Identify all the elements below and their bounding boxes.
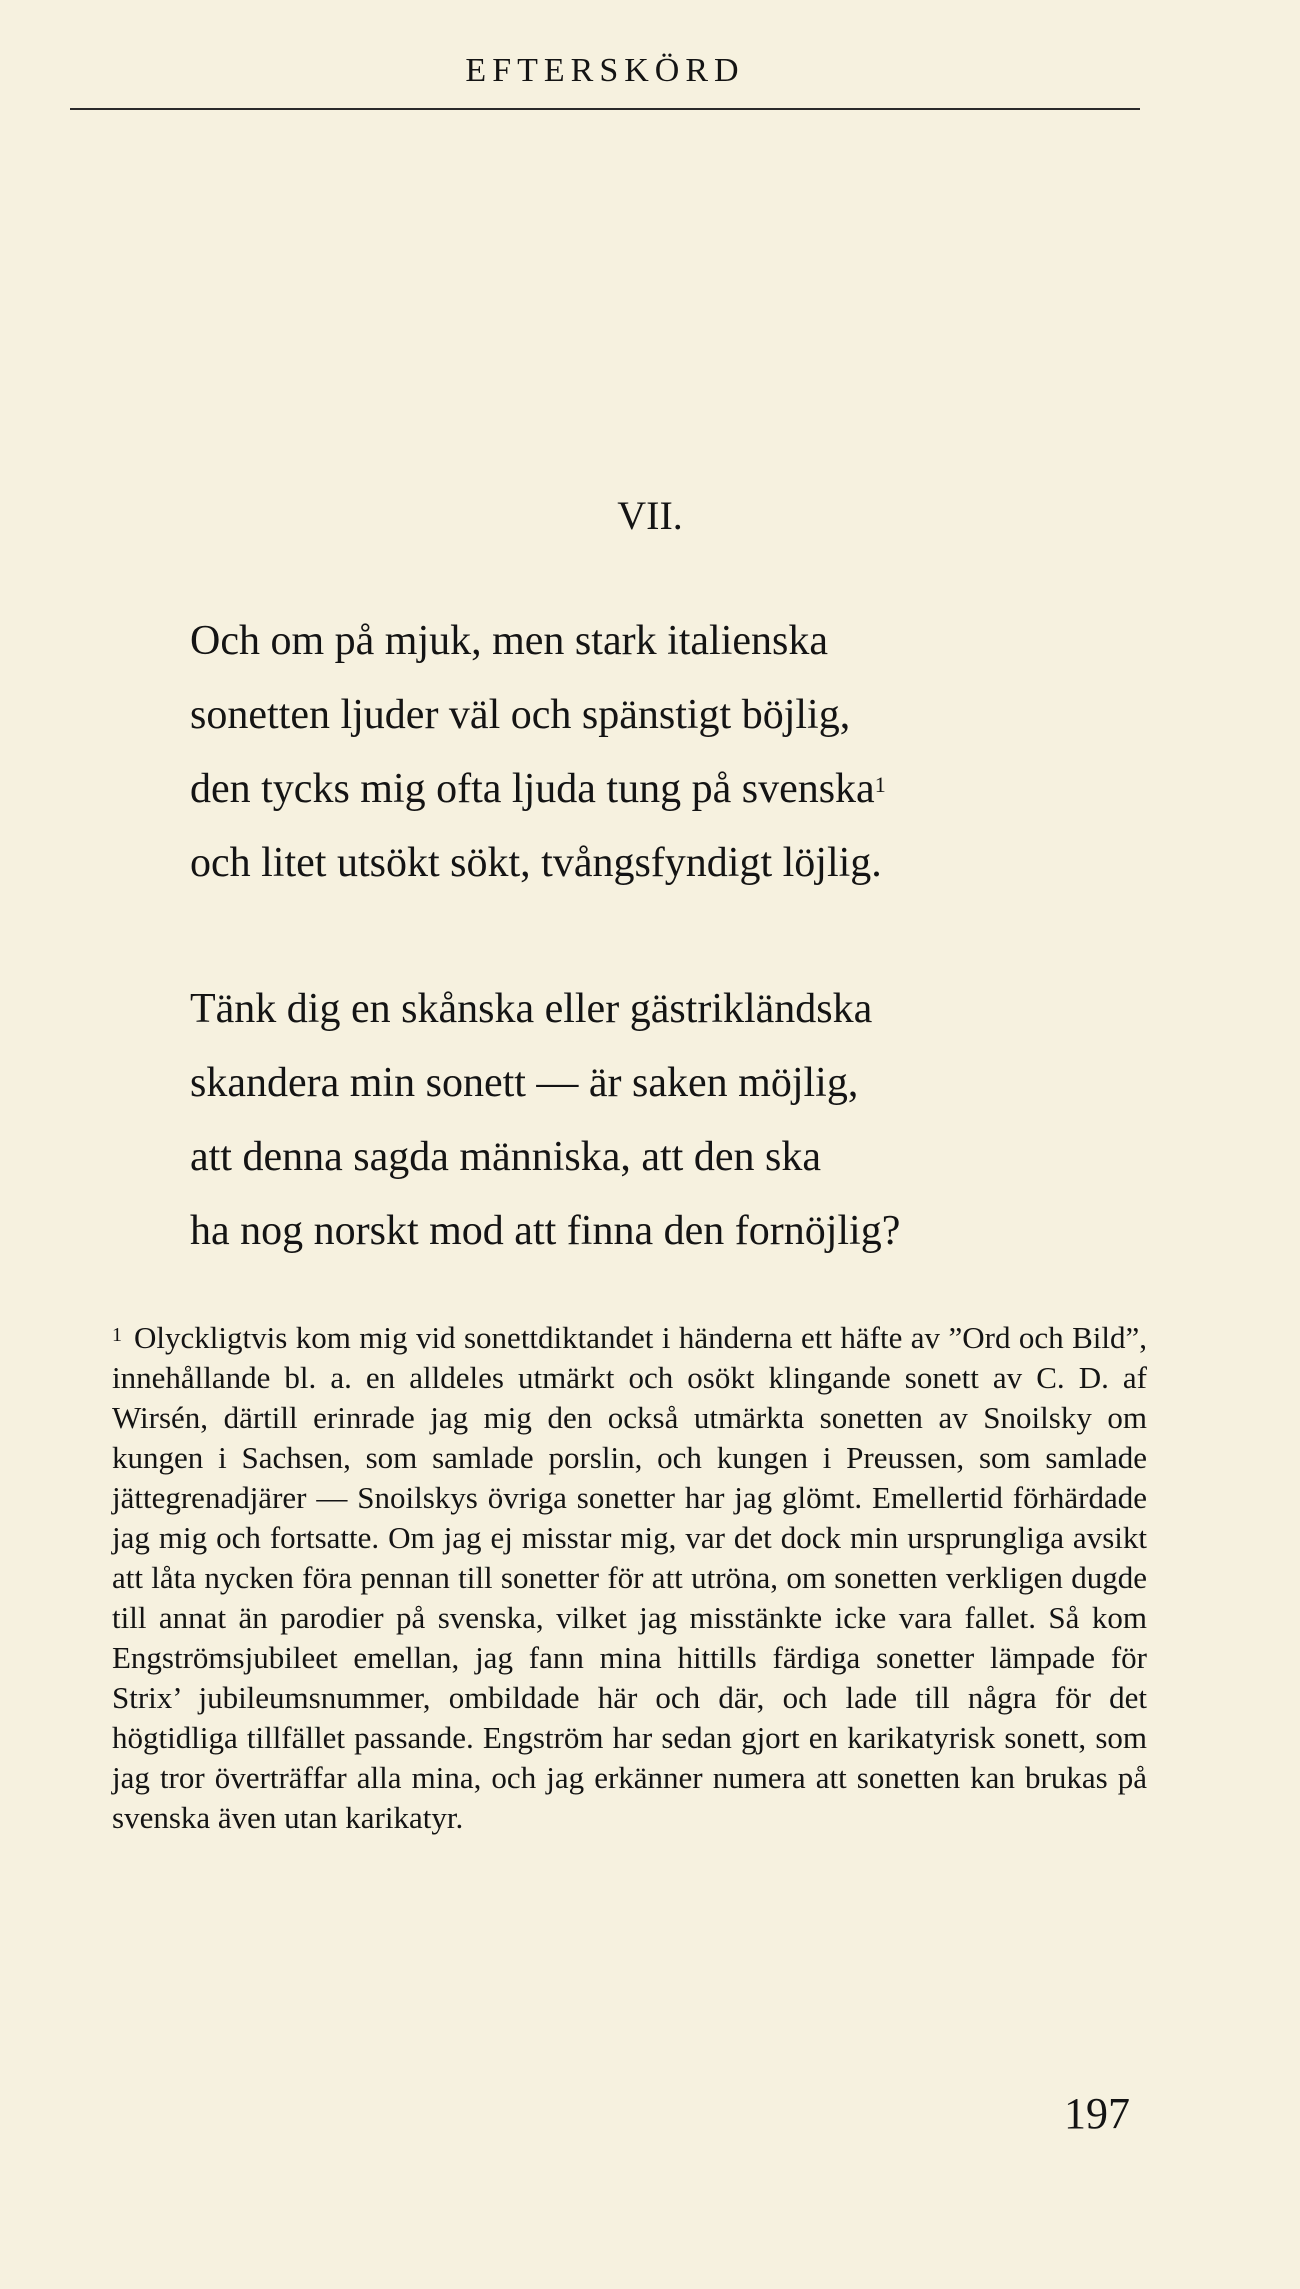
verse-line: skandera min sonett — är saken möjlig, <box>190 1060 859 1106</box>
poem-stanza-1 <box>190 604 1140 900</box>
footnote <box>112 1318 1147 1838</box>
verse-line: ha nog norskt mod att finna den fornöjlig? <box>190 1208 901 1254</box>
section-heading: VII. <box>617 493 683 538</box>
verse-line: och litet utsökt sökt, tvångsfyndigt löjlig. <box>190 840 882 886</box>
verse-line: sonetten ljuder väl och spänstigt böjlig, <box>190 692 851 738</box>
footnote-marker: 1 <box>112 1324 122 1346</box>
page-number: 197 <box>1064 2089 1130 2138</box>
verse-line-with-note <box>190 752 1140 826</box>
footnote-reference: 1 <box>874 772 886 797</box>
verse-line: Tänk dig en skånska eller gästrikländska <box>190 986 873 1032</box>
running-title: EFTERSKÖRD <box>465 52 745 89</box>
footnote-text: Olyckligtvis kom mig vid sonettdiktandet i händerna ett häfte av ”Ord och Bild”, innehållande bl. a. en alldeles utmärkt och osökt klingande sonett av C. D. af Wirsén, därtill erinrade jag mig den också utmärkta sonetten av Snoilsky om kungen i Sachsen, som samlade porslin, och kungen i Preussen, som samlade jättegrenadjärer — Snoilskys övriga sonetter har jag glömt. Emellertid förhärdade jag mig och fortsatte. Om jag ej misstar mig, var det dock min ursprungliga avsikt att låta nycken föra pennan till sonetter för att utröna, om sonetten verkligen dugde till annat än parodier på svenska, vilket jag misstänkte icke vara fallet. Så kom Engströmsjubileet emellan, jag fann mina hittills färdiga sonetter lämpade för Strix’ jubileumsnummer, ombildade här och där, och lade till några för det högtidliga tillfället passande. Engström har sedan gjort en karikatyrisk sonett, som jag tror överträffar alla mina, och jag erkänner numera att sonetten kan brukas på svenska även utan karikatyr. <box>112 1320 1147 1835</box>
verse-line-text: den tycks mig ofta ljuda tung på svenska <box>190 766 875 812</box>
verse-line: Och om på mjuk, men stark italienska <box>190 618 829 664</box>
header-rule <box>70 108 1140 110</box>
poem-stanza-2 <box>190 972 1140 1268</box>
verse-line: att denna sagda människa, att den ska <box>190 1134 821 1180</box>
